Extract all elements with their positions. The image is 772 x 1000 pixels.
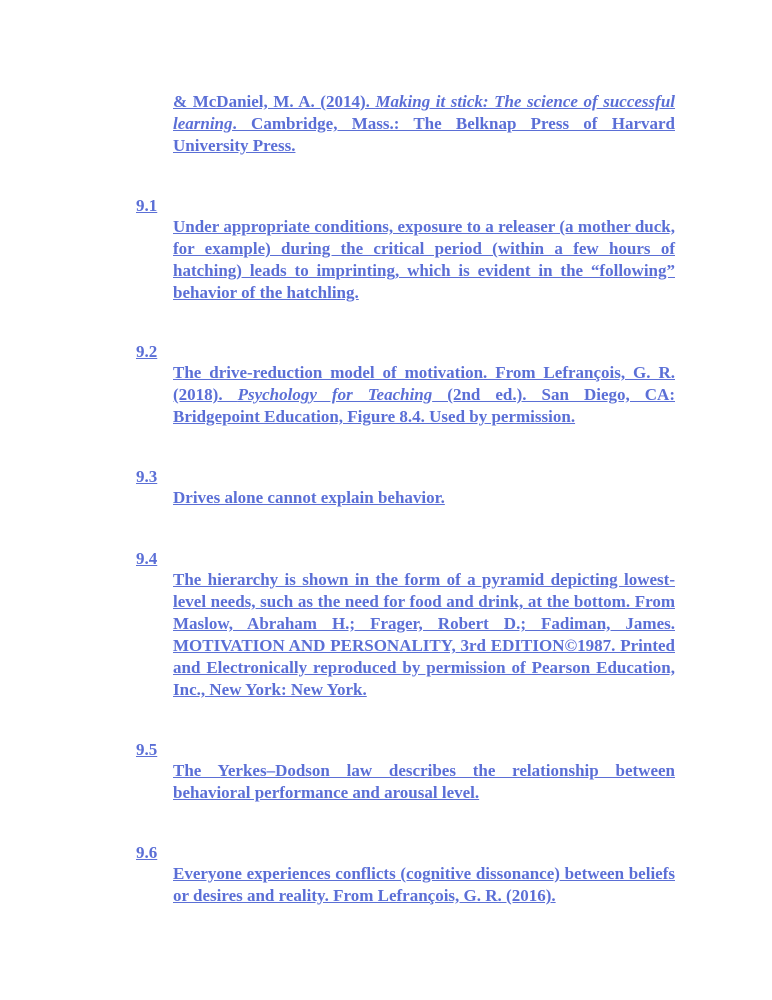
caption-number-9-6[interactable]: 9.6: [136, 843, 158, 862]
caption-number-9-3[interactable]: 9.3: [136, 467, 158, 486]
caption-number-9-5[interactable]: 9.5: [136, 740, 158, 759]
book-title[interactable]: Making it stick: The science of successful learning: [173, 92, 676, 133]
reference-text[interactable]: . Cambridge, Mass.: The Belknap Press of Harvard University Press.: [173, 114, 675, 155]
caption-text[interactable]: The hierarchy is shown in the form of a pyramid depicting lowest-level needs, such as the need for food and drink, at the bottom. From Maslow, Abraham H.; Frager, Robert D.; Fadiman, James. MOTIVATION AND PERSONALITY, 3rd EDITION©1987. Printed and Electronically reproduced by permission of Pearson Education, Inc., New York: New York.: [173, 570, 675, 699]
reference-text[interactable]: & McDaniel, M. A. (2014).: [173, 92, 376, 111]
book-title[interactable]: Psychology for Teaching: [237, 385, 433, 404]
reference-continuation[interactable]: [173, 91, 675, 157]
caption-text[interactable]: (2nd ed.). San Diego, CA: Bridgepoint Education, Figure 8.4. Used by permission.: [173, 385, 675, 426]
caption-9-3[interactable]: [173, 487, 675, 509]
caption-9-6[interactable]: [173, 863, 675, 907]
caption-9-5[interactable]: [173, 760, 675, 804]
caption-text[interactable]: Everyone experiences conflicts (cognitive dissonance) between beliefs or desires and reality. From Lefrançois, G. R. (2016).: [173, 864, 675, 905]
caption-number-9-2[interactable]: 9.2: [136, 342, 158, 361]
caption-9-2[interactable]: [173, 362, 675, 428]
caption-text[interactable]: Under appropriate conditions, exposure to a releaser (a mother duck, for example) during the critical period (within a few hours of hatching) leads to imprinting, which is evident in the “following” behavior of the hatchling.: [173, 217, 675, 302]
caption-9-4[interactable]: [173, 569, 675, 701]
caption-number-9-4[interactable]: 9.4: [136, 549, 158, 568]
caption-text[interactable]: The Yerkes–Dodson law describes the relationship between behavioral performance and arousal level.: [173, 761, 675, 802]
caption-9-1[interactable]: [173, 216, 675, 304]
caption-number-9-1[interactable]: 9.1: [136, 196, 158, 215]
caption-text[interactable]: The drive-reduction model of motivation. From Lefrançois, G. R. (2018).: [173, 363, 675, 404]
caption-text[interactable]: Drives alone cannot explain behavior.: [173, 488, 445, 507]
